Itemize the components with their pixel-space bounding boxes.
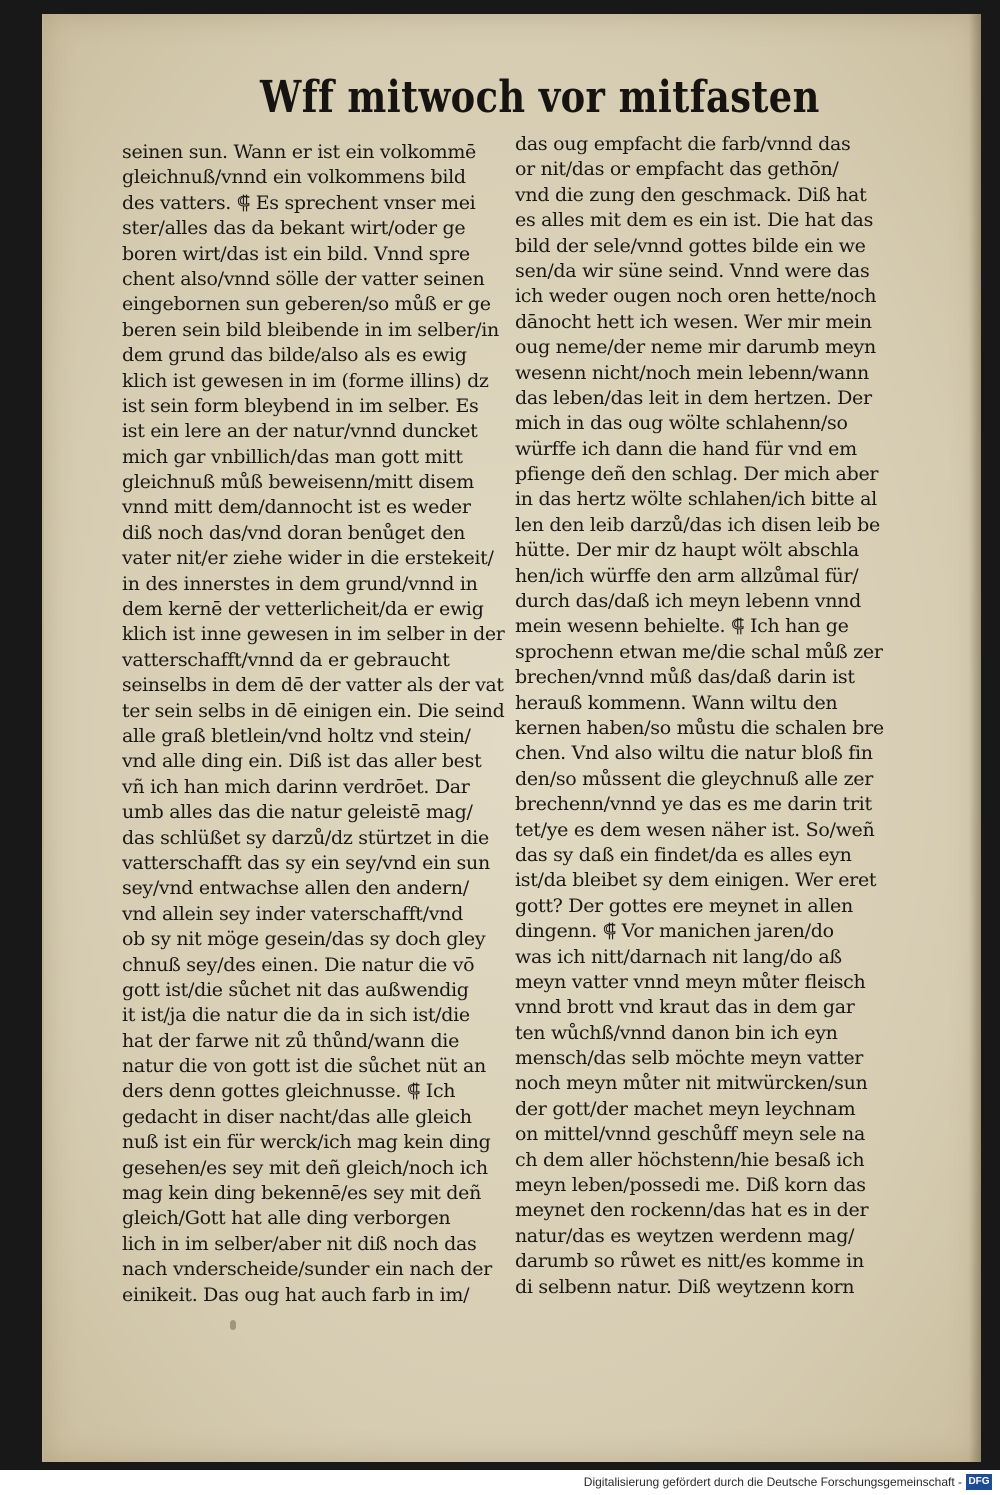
text-line: oug neme/der neme mir darumb meyn [515, 336, 876, 359]
text-line: chent also/vnnd sölle der vatter seinen [122, 267, 485, 290]
text-line: vnnd mitt dem/dannocht ist es weder [122, 496, 471, 519]
text-line: natur die von gott ist die sůchet nüt an [122, 1055, 486, 1078]
text-line: natur/das es weytzen werdenn mag/ [515, 1224, 855, 1247]
text-line: ter sein selbs in dē einigen ein. Die seind [122, 699, 505, 722]
text-line: das leben/das leit in dem hertzen. Der [515, 386, 872, 409]
text-line: vatterschafft/vnnd da er gebraucht [122, 648, 450, 671]
text-line: on mittel/vnnd geschůff meyn sele na [515, 1123, 865, 1146]
text-line: ders denn gottes gleichnusse. ⸿ Ich [122, 1080, 456, 1103]
text-line: umb alles das die natur geleistē mag/ [122, 801, 473, 824]
text-line: kernen haben/so můstu die schalen bre [515, 716, 884, 739]
text-line: seinselbs in dem dē der vatter als der vat [122, 674, 504, 697]
text-line: vnd alle ding ein. Diß ist das aller best [122, 750, 482, 773]
text-line: seinen sun. Wann er ist ein volkommē [122, 141, 476, 163]
text-line: klich ist inne gewesen in im selber in der [122, 623, 505, 646]
text-line: in das hertz wölte schlahen/ich bitte al [515, 488, 877, 511]
left-text-column [122, 140, 504, 1308]
text-line: len den leib darzů/das ich disen leib be [515, 513, 880, 536]
text-line: der gott/der machet meyn leychnam [515, 1097, 856, 1120]
text-line: nach vnderscheide/sunder ein nach der [122, 1258, 492, 1281]
text-line: chen. Vnd also wiltu die natur bloß fin [515, 742, 873, 765]
text-line: gleichnuß/vnnd ein volkommens bild [122, 166, 466, 189]
text-line: ch dem aller höchstenn/hie besaß ich [515, 1148, 865, 1171]
text-line: ist ein lere an der natur/vnnd duncket [122, 420, 478, 443]
text-line: das sy daß ein findet/da es alles eyn [515, 843, 852, 866]
text-line: vñ ich han mich darinn verdrōet. Dar [122, 775, 470, 798]
text-line: chnuß sey/des einen. Die natur die vō [122, 953, 475, 976]
text-line: herauß kommenn. Wann wiltu den [515, 691, 838, 714]
text-line: mein wesenn behielte. ⸿ Ich han ge [515, 615, 849, 638]
text-line: lich in im selber/aber nit diß noch das [122, 1232, 477, 1255]
text-line: boren wirt/das ist ein bild. Vnnd spre [122, 242, 470, 265]
text-line: meyn leben/possedi me. Diß korn das [515, 1174, 866, 1197]
running-head: Wff mitwoch vor mitfasten [260, 72, 820, 123]
text-line: diß noch das/vnd doran benůget den [122, 521, 466, 544]
text-line: brechen/vnnd můß das/daß darin ist [515, 666, 855, 689]
text-line: alle graß bletlein/vnd holtz vnd stein/ [122, 724, 471, 747]
text-line: gesehen/es sey mit deñ gleich/noch ich [122, 1156, 488, 1179]
text-line: bild der sele/vnnd gottes bilde ein we [515, 234, 866, 257]
text-line: ist/da bleibet sy dem einigen. Wer eret [515, 869, 877, 892]
dfg-logo: DFG [966, 1474, 992, 1490]
text-line: ist sein form bleybend in im selber. Es [122, 394, 479, 417]
text-line: meynet den rockenn/das hat es in der [515, 1199, 869, 1222]
text-line: ich weder ougen noch oren hette/noch [515, 285, 877, 308]
text-line: einikeit. Das oug hat auch farb in im/ [122, 1283, 470, 1306]
text-line: gleich/Gott hat alle ding verborgen [122, 1207, 451, 1230]
text-line: it ist/ja die natur die da in sich ist/die [122, 1004, 470, 1027]
text-line: das schlüßet sy darzů/dz stürtzet in die [122, 826, 489, 849]
text-line: di selbenn natur. Diß weytzenn korn [515, 1275, 855, 1298]
ink-mark [230, 1320, 236, 1330]
text-line: beren sein bild bleibende in im selber/in [122, 318, 499, 341]
text-line: pfienge deñ den schlag. Der mich aber [515, 463, 879, 486]
page-edge-shadow [969, 14, 981, 1462]
text-line: dem kernē der vetterlicheit/da er ewig [122, 598, 484, 621]
text-line: das oug empfacht die farb/vnnd das [515, 133, 851, 155]
text-line: gott ist/die sůchet nit das außwendig [122, 978, 469, 1001]
text-line: or nit/das or empfacht das gethōn/ [515, 158, 839, 181]
text-line: mag kein ding bekennē/es sey mit deñ [122, 1182, 482, 1205]
text-line: gott? Der gottes ere meynet in allen [515, 894, 853, 917]
text-line: sey/vnd entwachse allen den andern/ [122, 877, 469, 900]
text-line: mensch/das selb möchte meyn vatter [515, 1047, 864, 1070]
text-line: sprochenn etwan me/die schal můß zer [515, 640, 883, 663]
text-line: dānocht hett ich wesen. Wer mir mein [515, 310, 872, 333]
text-line: eingebornen sun geberen/so můß er ge [122, 293, 491, 316]
text-line: vnd allein sey inder vaterschafft/vnd [122, 902, 463, 925]
text-line: noch meyn můter nit mitwürcken/sun [515, 1072, 868, 1095]
text-line: hen/ich würffe den arm allzůmal für/ [515, 564, 859, 587]
right-text-column [515, 132, 897, 1300]
text-line: ster/alles das da bekant wirt/oder ge [122, 217, 466, 240]
text-line: hat der farwe nit zů thůnd/wann die [122, 1029, 460, 1052]
text-line: wesenn nicht/noch mein lebenn/wann [515, 361, 869, 384]
text-line: was ich nitt/darnach nit lang/do aß [515, 945, 842, 968]
text-line: nuß ist ein für werck/ich mag kein ding [122, 1131, 491, 1154]
text-line: darumb so růwet es nitt/es komme in [515, 1250, 864, 1273]
text-line: vnd die zung den geschmack. Diß hat [515, 183, 867, 206]
text-line: klich ist gewesen in im (forme illins) dz [122, 369, 489, 392]
text-line: den/so můssent die gleychnuß alle zer [515, 767, 874, 790]
text-line: tet/ye es dem wesen näher ist. So/weñ [515, 818, 875, 841]
text-line: gedacht in diser nacht/das alle gleich [122, 1105, 472, 1128]
text-line: dem grund das bilde/also als es ewig [122, 344, 467, 367]
text-line: brechenn/vnnd ye das es me darin trit [515, 793, 872, 816]
text-line: vatterschafft das sy ein sey/vnd ein sun [122, 851, 490, 874]
text-line: ten wůchß/vnnd danon bin ich eyn [515, 1021, 838, 1044]
text-line: würffe ich dann die hand für vnd em [515, 437, 857, 460]
text-line: es alles mit dem es ein ist. Die hat das [515, 209, 874, 232]
text-line: in des innerstes in dem grund/vnnd in [122, 572, 478, 595]
text-line: mich in das oug wölte schlahenn/so [515, 412, 848, 435]
text-line: des vatters. ⸿ Es sprechent vnser mei [122, 191, 476, 214]
text-line: mich gar vnbillich/das man gott mitt [122, 445, 463, 468]
text-line: dingenn. ⸿ Vor manichen jaren/do [515, 920, 834, 943]
text-line: sen/da wir süne seind. Vnnd were das [515, 259, 870, 282]
text-line: meyn vatter vnnd meyn můter fleisch [515, 970, 866, 993]
text-line: gleichnuß můß beweisenn/mitt disem [122, 471, 474, 494]
text-line: vnnd brott vnd kraut das in dem gar [515, 996, 855, 1019]
text-line: ob sy nit möge gesein/das sy doch gley [122, 928, 486, 951]
text-line: durch das/daß ich meyn lebenn vnnd [515, 590, 861, 613]
text-line: hütte. Der mir dz haupt wölt abschla [515, 539, 859, 562]
funding-credit: Digitalisierung gefördert durch die Deutsche Forschungsgemeinschaft - [583, 1475, 962, 1489]
text-line: vater nit/er ziehe wider in die erstekeit/ [122, 547, 494, 570]
